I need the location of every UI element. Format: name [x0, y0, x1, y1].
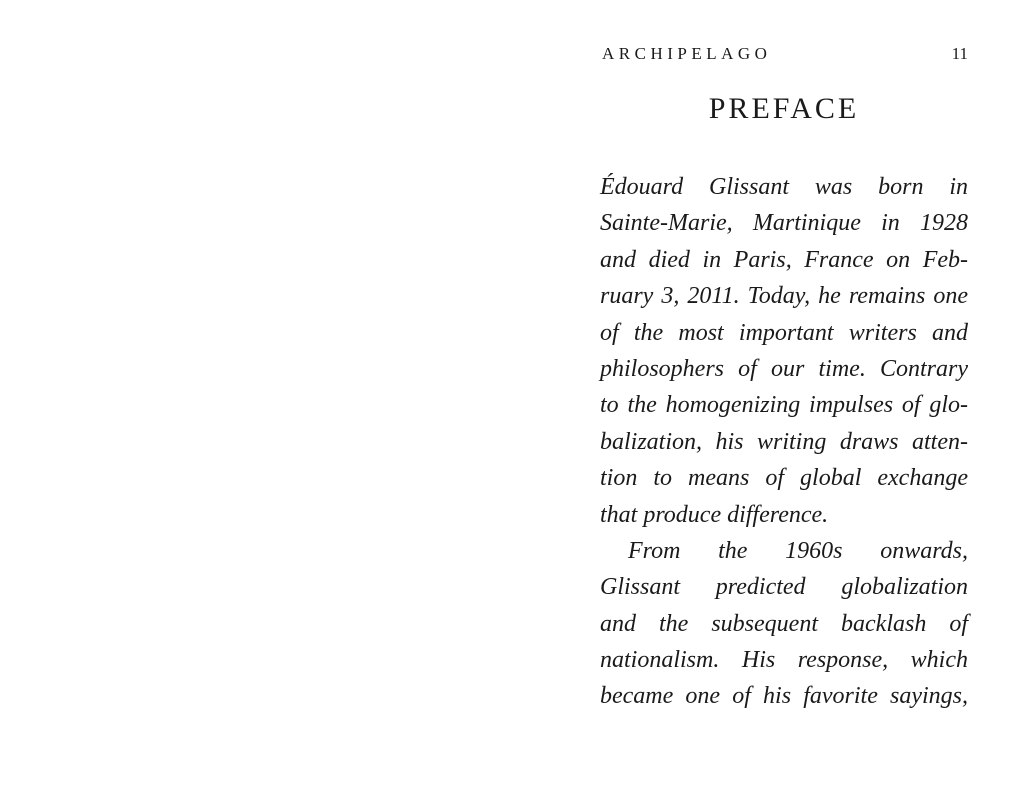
chapter-title: PREFACE	[708, 92, 860, 125]
text-line: Édouard Glissant was born in	[600, 174, 968, 200]
text-line: ruary 3, 2011. Today, he remains one	[600, 283, 968, 310]
text-line: became one of his favorite sayings,	[600, 683, 968, 710]
text-line: of the most important writers and	[600, 319, 968, 346]
text-line: nationalism. His response, which	[600, 647, 968, 674]
body-text	[600, 169, 968, 715]
text-line: tion to means of global exchange	[600, 465, 968, 492]
text-line: Sainte-Marie, Martinique in 1928	[600, 210, 968, 237]
text-line: From the 1960s onwards,	[628, 537, 968, 564]
text-line: philosophers of our time. Contrary	[600, 355, 968, 382]
text-line: and the subsequent backlash of	[600, 610, 968, 637]
text-line: to the homogenizing impulses of glo-	[600, 392, 968, 419]
page-number: 11	[951, 44, 968, 63]
text-line: Glissant predicted globalization	[600, 574, 968, 601]
running-head: ARCHIPELAGO	[602, 44, 772, 63]
text-line: balization, his writing draws atten-	[600, 428, 968, 455]
text-line: and died in Paris, France on Feb-	[600, 246, 968, 273]
text-line: that produce difference.	[600, 501, 829, 528]
